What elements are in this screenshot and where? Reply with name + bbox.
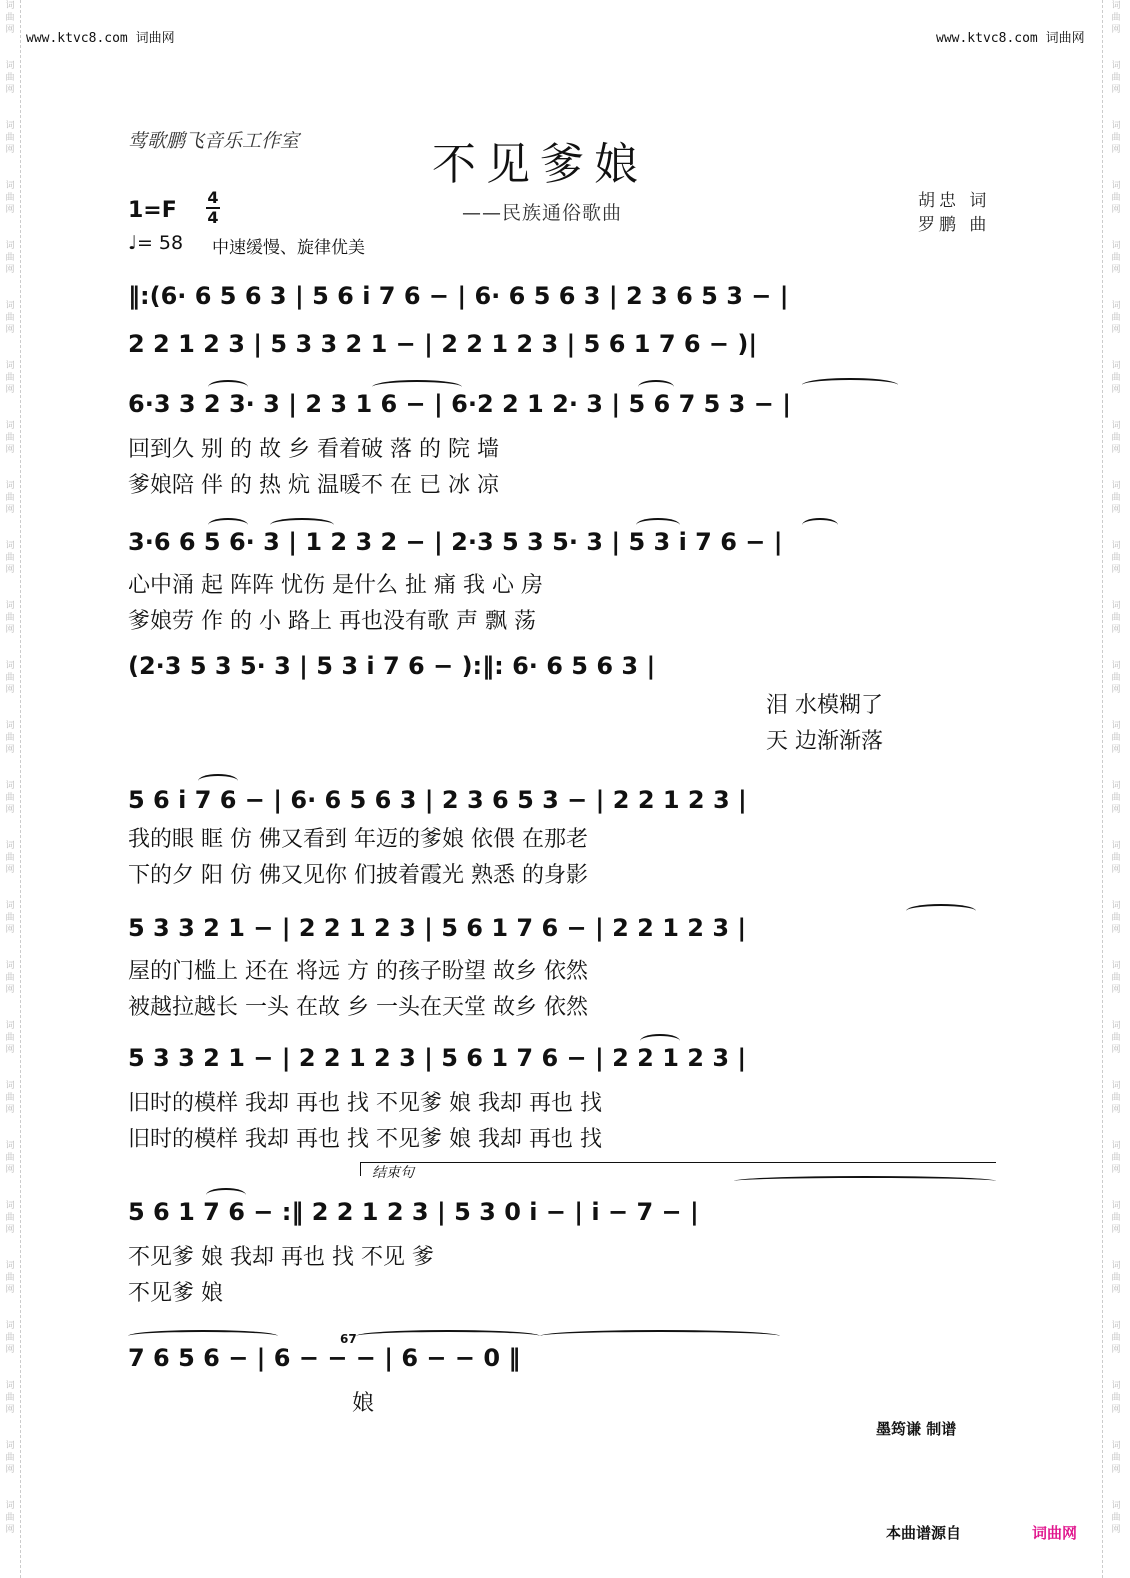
score-row-9-lyric-1: 不见爹 娘 我却 再也 找 不见 爹 [128,1245,434,1270]
score-row-5-notes: (2·3 5 3 5· 3 | 5 3 i 7 6 − ):‖: 6· 6 5 6 3 | [128,652,656,680]
side-watermark-text: 词 曲 网 [1111,1381,1121,1415]
score-row-4-notes: 3·6 6 5 6· 3 | 1 2 3 2 − | 2·3 5 3 5· 3 | 5 3 i 7 6 − | [128,528,783,556]
side-watermark-text: 词 曲 网 [5,481,15,515]
side-watermark-text: 词 曲 网 [1111,1501,1121,1535]
score-row-6-notes: 5 6 i 7 6 − | 6· 6 5 6 3 | 2 3 6 5 3 − | 2 2 1 2 3 | [128,786,747,814]
score-row-8-lyric-2: 旧时的模样 我却 再也 找 不见爹 娘 我却 再也 找 [128,1127,602,1152]
ending-label: 结束句 [372,1165,414,1181]
side-watermark-text: 词 曲 网 [5,1441,15,1475]
score-row-4-lyric-1: 心中涌 起 阵阵 忧伤 是什么 扯 痛 我 心 房 [128,573,543,598]
side-watermark-text: 词 曲 网 [1111,1141,1121,1175]
side-watermark-text: 词 曲 网 [1111,1021,1121,1055]
slur-mark [906,904,976,918]
arranger-credit: 墨筠谦 制谱 [876,1420,957,1438]
side-watermark-text: 词 曲 网 [5,1021,15,1055]
side-watermark-text: 词 曲 网 [5,1141,15,1175]
side-watermark-text: 词 曲 网 [1111,481,1121,515]
score-row-10-lyric-1: 娘 [352,1391,375,1416]
score-row-7-notes: 5 3 3 2 1 − | 2 2 1 2 3 | 5 6 1 7 6 − | 2 2 1 2 3 | [128,914,747,942]
score-row-9-lyric-2: 不见爹 娘 [128,1281,223,1306]
side-watermark-text: 词 曲 网 [1111,301,1121,335]
side-watermark-text: 词 曲 网 [1111,121,1121,155]
side-watermark-text: 词 曲 网 [1111,421,1121,455]
slur-mark [802,518,838,532]
side-watermark-text: 词 曲 网 [1111,1201,1121,1235]
score-row-7-lyric-2: 被越拉越长 一头 在故 乡 一头在天堂 故乡 依然 [128,995,588,1020]
score-row-3-lyric-2: 爹娘陪 伴 的 热 炕 温暖不 在 已 冰 凉 [128,473,499,498]
tempo-mark: ♩= 58 [128,232,184,254]
score-row-5-lyric-2: 天 边渐渐落 [766,729,883,754]
tie-mark [734,1176,996,1186]
tie-mark [540,1330,780,1342]
side-watermark-text: 词 曲 网 [5,541,15,575]
key-signature: 1=F [128,198,177,223]
song-subtitle: ——民族通俗歌曲 [462,202,623,224]
side-watermark-text: 词 曲 网 [1111,1261,1121,1295]
time-signature-top: 4 [207,188,219,207]
lyricist-credit: 胡忠 词 [918,191,991,211]
left-watermark-strip [2,0,18,1578]
side-watermark-text: 词 曲 网 [5,961,15,995]
side-watermark-text: 词 曲 网 [5,601,15,635]
source-site-link[interactable]: 词曲网 [1032,1524,1078,1542]
side-watermark-text: 词 曲 网 [5,1321,15,1355]
tie-mark [356,1330,540,1342]
side-watermark-text: 词 曲 网 [5,721,15,755]
time-signature-bottom: 4 [207,208,219,227]
side-watermark-text: 词 曲 网 [5,1081,15,1115]
side-watermark-text: 词 曲 网 [1111,721,1121,755]
score-row-8-lyric-1: 旧时的模样 我却 再也 找 不见爹 娘 我却 再也 找 [128,1091,602,1116]
score-row-6-lyric-1: 我的眼 眶 仿 佛又看到 年迈的爹娘 依偎 在那老 [128,827,588,852]
side-watermark-text: 词 曲 网 [5,421,15,455]
side-watermark-text: 词 曲 网 [1111,61,1121,95]
right-watermark-strip [1108,0,1124,1578]
side-watermark-text: 词 曲 网 [1111,901,1121,935]
side-watermark-text: 词 曲 网 [1111,661,1121,695]
side-watermark-text: 词 曲 网 [5,1,15,35]
side-watermark-text: 词 曲 网 [5,1381,15,1415]
score-row-6-lyric-2: 下的夕 阳 仿 佛又见你 们披着霞光 熟悉 的身影 [128,863,588,888]
ending-volta-tick [360,1162,361,1176]
side-watermark-text: 词 曲 网 [1111,1321,1121,1355]
source-label: 本曲谱源自 [886,1524,962,1542]
side-watermark-text: 词 曲 网 [5,1501,15,1535]
grace-notes: 67 [340,1332,357,1346]
side-watermark-text: 词 曲 网 [5,61,15,95]
score-row-9-notes: 5 6 1 7 6 − :‖ 2 2 1 2 3 | 5 3 0 i − | i − 7 − | [128,1198,699,1226]
score-row-8-notes: 5 3 3 2 1 − | 2 2 1 2 3 | 5 6 1 7 6 − | 2 2 1 2 3 | [128,1044,747,1072]
side-watermark-text: 词 曲 网 [5,661,15,695]
slur-mark [802,378,898,392]
side-watermark-text: 词 曲 网 [5,901,15,935]
score-row-3-notes: 6·3 3 2 3· 3 | 2 3 1 6 − | 6·2 2 1 2· 3 | 5 6 7 5 3 − | [128,390,791,418]
composer-credit: 罗鹏 曲 [918,215,991,235]
score-row-1-notes: ‖:(6· 6 5 6 3 | 5 6 i 7 6 − | 6· 6 5 6 3 | 2 3 6 5 3 − | [128,282,789,310]
side-watermark-text: 词 曲 网 [5,181,15,215]
side-watermark-text: 词 曲 网 [1111,961,1121,995]
ending-volta-line [360,1162,996,1163]
side-watermark-text: 词 曲 网 [5,1261,15,1295]
left-fold-line [20,0,21,1578]
watermark-url-right: www.ktvc8.com 词曲网 [936,31,1085,46]
score-row-7-lyric-1: 屋的门槛上 还在 将远 方 的孩子盼望 故乡 依然 [128,959,588,984]
side-watermark-text: 词 曲 网 [1111,241,1121,275]
watermark-url-left: www.ktvc8.com 词曲网 [26,31,175,46]
side-watermark-text: 词 曲 网 [1111,1441,1121,1475]
score-row-2-notes: 2 2 1 2 3 | 5 3 3 2 1 − | 2 2 1 2 3 | 5 6 1 7 6 − )| [128,330,758,358]
side-watermark-text: 词 曲 网 [1111,1,1121,35]
song-title: 不见爹娘 [432,139,648,190]
side-watermark-text: 词 曲 网 [1111,541,1121,575]
slur-mark [128,1330,278,1342]
side-watermark-text: 词 曲 网 [1111,781,1121,815]
side-watermark-text: 词 曲 网 [1111,1081,1121,1115]
side-watermark-text: 词 曲 网 [5,1201,15,1235]
time-signature [206,190,220,226]
side-watermark-text: 词 曲 网 [5,361,15,395]
side-watermark-text: 词 曲 网 [5,301,15,335]
side-watermark-text: 词 曲 网 [5,841,15,875]
side-watermark-text: 词 曲 网 [5,241,15,275]
score-row-5-lyric-1: 泪 水模糊了 [766,693,883,718]
side-watermark-text: 词 曲 网 [1111,361,1121,395]
score-row-4-lyric-2: 爹娘劳 作 的 小 路上 再也没有歌 声 飘 荡 [128,609,536,634]
side-watermark-text: 词 曲 网 [1111,181,1121,215]
score-row-3-lyric-1: 回到久 别 的 故 乡 看着破 落 的 院 墙 [128,437,499,462]
tempo-text: 中速缓慢、旋律优美 [212,238,365,258]
score-row-10-notes: 7 6 5 6 − | 6 − − − | 6 − − 0 ‖ [128,1344,521,1372]
right-fold-line [1102,0,1103,1578]
studio-name: 莺歌鹏飞音乐工作室 [128,130,300,152]
side-watermark-text: 词 曲 网 [1111,841,1121,875]
side-watermark-text: 词 曲 网 [1111,601,1121,635]
side-watermark-text: 词 曲 网 [5,121,15,155]
side-watermark-text: 词 曲 网 [5,781,15,815]
